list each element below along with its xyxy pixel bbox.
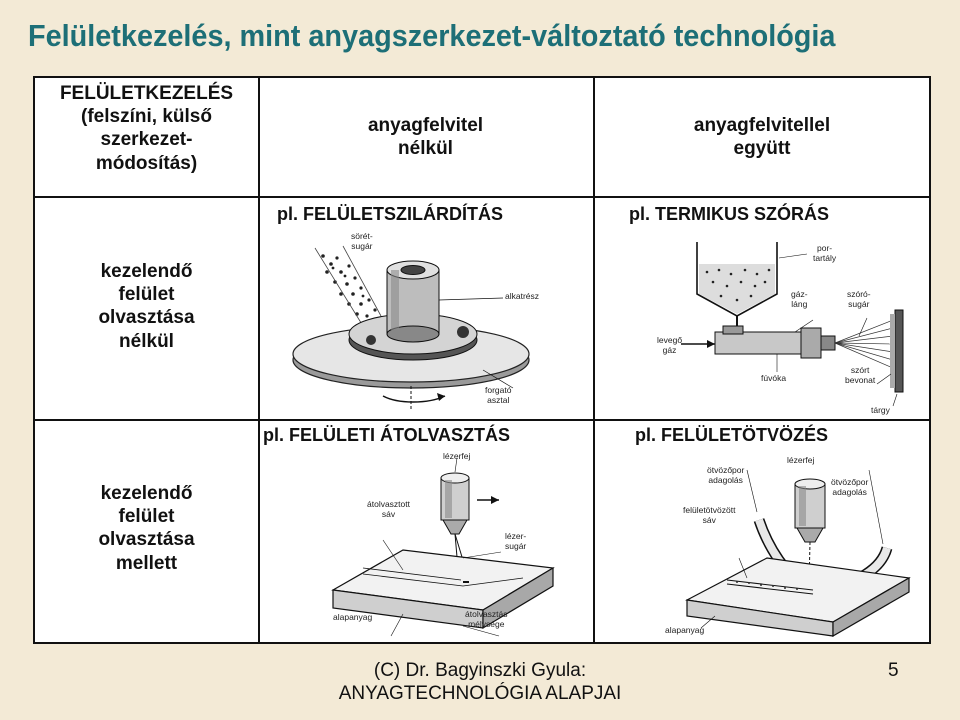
col2-header-line-1: anyagfelvitellel (693, 115, 831, 136)
label-laser-head-1: lézerfej (443, 451, 471, 461)
row-header-with-melting (35, 482, 258, 575)
label-gas-flame-1: gáz- (791, 289, 808, 299)
label-alloy-feed-right (831, 478, 868, 498)
label-air-gas-2: gáz (662, 344, 677, 355)
label-laser-head-2: lézerfej (787, 455, 815, 465)
corner-line-2: (felszíni, külső (81, 106, 212, 128)
label-air-gas-1: levegő (657, 335, 683, 345)
row1-header-line-2: felület (118, 284, 175, 306)
corner-header (35, 82, 258, 175)
label-workpiece: alkatrész (505, 291, 540, 301)
label-shot-1: sörét- (351, 231, 373, 241)
label-alloyed-track-2: sáv (702, 514, 716, 525)
label-powder-tank (813, 244, 836, 264)
row2-header-line-1: kezelendő (100, 483, 193, 504)
surface-alloying-illustration (597, 450, 929, 640)
label-nozzle: fúvóka (761, 373, 787, 383)
row2-header-line-2: felület (118, 506, 175, 528)
grid-hline-1 (35, 196, 929, 198)
shot-peening-illustration (263, 228, 588, 413)
label-spray-jet-1: szóró- (847, 289, 871, 299)
label-rotary-table-1: forgató (485, 385, 512, 395)
row2-header-line-4: mellett (115, 552, 178, 574)
slide-title: Felületkezelés, mint anyagszerkezet-változtató technológia (28, 18, 836, 53)
label-alloy-feed-left (707, 466, 744, 486)
column-header-with-deposition (593, 114, 931, 160)
grid-vline-2 (593, 78, 595, 642)
row1-header-line-4: nélkül (119, 330, 174, 352)
label-target: tárgy (871, 405, 890, 415)
corner-line-3: szerkezet- (100, 129, 193, 151)
grid-hline-2 (35, 419, 929, 421)
col1-header-line-2: nélkül (398, 138, 453, 160)
label-remelted-track (367, 500, 410, 520)
label-sprayed-coating-1: szórt (850, 365, 870, 375)
footer-line-2: ANYAGTECHNOLÓGIA ALAPJAI (338, 682, 622, 704)
label-remelt-depth-1: átolvasztás (465, 609, 508, 619)
col1-header-line-1: anyagfelvitel (367, 115, 484, 136)
row-header-without-melting (35, 260, 258, 353)
label-spray-jet (847, 290, 871, 310)
row1-header-line-3: olvasztása (98, 307, 195, 329)
label-gas-flame-2: láng (791, 298, 808, 309)
example-surface-remelting: pl. FELÜLETI ÁTOLVASZTÁS (263, 425, 510, 445)
label-laser-beam-1: lézer- (505, 531, 527, 541)
row2-header-line-3: olvasztása (98, 529, 195, 551)
example-thermal-spraying: pl. TERMIKUS SZÓRÁS (629, 204, 830, 224)
corner-line-4: módosítás) (95, 152, 198, 174)
label-sprayed-coating (845, 366, 875, 386)
label-rotary-table-2: asztal (487, 394, 510, 405)
example-surface-hardening: pl. FELÜLETSZILÁRDÍTÁS (277, 204, 503, 224)
footer-line-1: (C) Dr. Bagyinszki Gyula: (373, 660, 587, 681)
label-air-gas (657, 336, 682, 356)
label-base-material-1: alapanyag (333, 612, 373, 622)
label-powder-tank-2: tartály (813, 252, 837, 263)
classification-table (33, 76, 931, 644)
label-laser-beam (505, 532, 526, 552)
label-shot-2: sugár (351, 240, 373, 251)
row1-header-line-1: kezelendő (100, 261, 193, 282)
label-remelted-track-1: átolvasztott (367, 499, 410, 509)
label-remelt-depth (465, 610, 508, 630)
grid-vline-1 (258, 78, 260, 642)
label-alloy-feed-left-2: adagolás (708, 474, 743, 485)
label-gas-flame (791, 290, 808, 310)
label-shot (351, 232, 373, 252)
label-remelt-depth-2: mélysége (468, 618, 505, 629)
shot-particles (321, 254, 376, 317)
label-rotary-table (485, 386, 511, 406)
label-alloy-feed-left-1: ötvözőpor (707, 465, 745, 475)
example-surface-alloying: pl. FELÜLETÖTVÖZÉS (635, 425, 828, 445)
surface-remelting-illustration (263, 450, 588, 640)
footer-credit (0, 660, 960, 706)
label-laser-beam-2: sugár (505, 540, 527, 551)
page-number: 5 (888, 660, 899, 681)
column-header-without-deposition (258, 114, 593, 160)
col2-header-line-2: együtt (733, 138, 791, 160)
label-base-material-2: alapanyag (665, 625, 705, 635)
label-alloyed-track-1: felületötvözött (683, 505, 736, 515)
label-sprayed-coating-2: bevonat (845, 374, 876, 385)
corner-line-1: FELÜLETKEZELÉS (59, 83, 234, 104)
label-alloy-feed-right-2: adagolás (832, 486, 867, 497)
label-powder-tank-1: por- (817, 243, 833, 253)
label-alloy-feed-right-1: ötvözőpor (831, 477, 869, 487)
label-spray-jet-2: sugár (848, 298, 870, 309)
label-remelted-track-2: sáv (381, 508, 396, 519)
thermal-spraying-illustration (597, 228, 929, 416)
label-alloyed-track (683, 506, 735, 526)
